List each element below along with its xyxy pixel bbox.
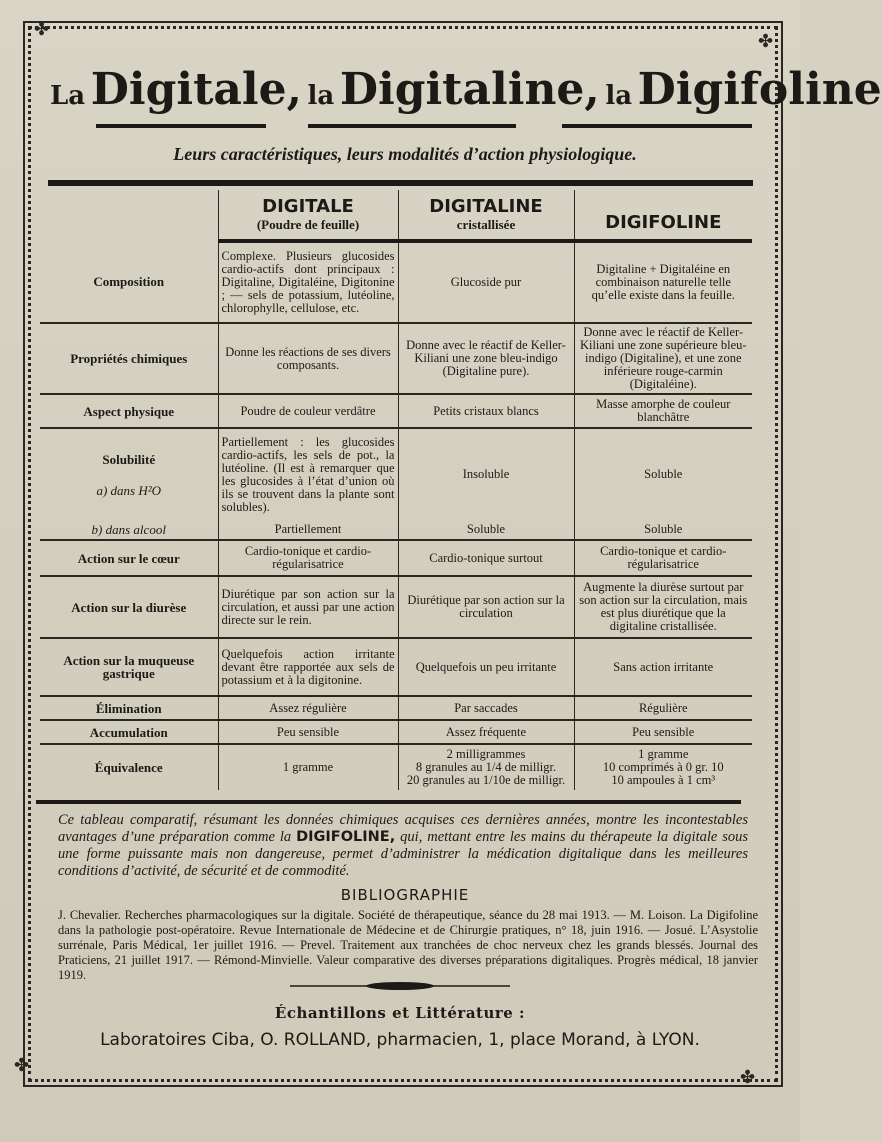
table-row <box>40 576 752 638</box>
page-subtitle: Leurs caractéristiques, leurs modalités d’action physiologique. <box>173 144 637 164</box>
row-label: Action sur le cœur <box>40 540 218 576</box>
table-cell: Quelquefois un peu irritante <box>398 638 574 696</box>
samples-heading: Échantillons et Littérature : <box>274 1004 526 1022</box>
row-label: Composition <box>40 241 218 323</box>
table-cell: Masse amorphe de couleur blanchâtre <box>574 394 752 428</box>
table-cell: Cardio-tonique et cardio-régularisatrice <box>218 540 398 576</box>
table-cell: Par saccades <box>398 696 574 720</box>
table-cell: Soluble <box>574 428 752 520</box>
table-cell: Cardio-tonique et cardio-régularisatrice <box>574 540 752 576</box>
comparison-table <box>40 190 752 790</box>
page-title <box>50 64 882 115</box>
table-cell: Diurétique par son action sur la circulation <box>398 576 574 638</box>
table-header-row <box>40 190 752 241</box>
table-cell: 1 gramme <box>218 744 398 790</box>
table-row <box>40 744 752 790</box>
header-blank <box>40 190 218 241</box>
table-cell: Sans action irritante <box>574 638 752 696</box>
row-label: Action sur la diurèse <box>40 576 218 638</box>
title-digitale: Digitale, <box>90 64 302 115</box>
row-label: Élimination <box>40 696 218 720</box>
table-cell: Soluble <box>574 520 752 540</box>
table-row <box>40 638 752 696</box>
solubility-label: Solubilité <box>102 451 156 467</box>
table-cell: Donne avec le réactif de Keller-Kiliani une zone bleu-indigo (Digitaline pure). <box>398 323 574 394</box>
corner-ornament-icon: ✤ <box>758 31 774 51</box>
table-cell: Cardio-tonique surtout <box>398 540 574 576</box>
table-row <box>40 520 752 540</box>
title-article: La <box>50 81 86 111</box>
water-label: a) dans H²O <box>96 482 162 498</box>
row-label: Équivalence <box>94 760 163 775</box>
table-row <box>40 241 752 323</box>
ornament-divider-icon <box>280 980 520 996</box>
title-article: la <box>307 81 335 111</box>
table-cell: 2 milligrammes 8 granules au 1/4 de milligr. 20 granules au 1/10e de milligr. <box>398 744 574 790</box>
divider <box>48 180 753 186</box>
table-cell: Partiellement : les glucosides cardio-actifs, les sels de pot., la lutéoline. (Il est à remarquer que les glucosides à l’état d’union où ils se trouvent dans la plante sont solubles). <box>218 428 398 520</box>
title-digifoline: Digifoline <box>637 64 882 115</box>
title-underline <box>562 124 752 128</box>
table-cell: Partiellement <box>218 520 398 540</box>
product-name: DIGIFOLINE, <box>296 829 396 845</box>
table-cell: 1 gramme 10 comprimés à 0 gr. 10 10 ampoules à 1 cm³ <box>574 744 752 790</box>
table-cell: Digitaline + Digitaléine en combinaison naturelle telle qu’elle existe dans la feuille. <box>574 241 752 323</box>
table-cell: Soluble <box>398 520 574 540</box>
row-label: Action sur la muqueuse gastrique <box>40 638 218 696</box>
table-cell: Diurétique par son action sur la circulation, et aussi par une action directe sur le rein. <box>218 576 398 638</box>
title-article: la <box>605 81 633 111</box>
corner-ornament-icon: ✤ <box>34 19 50 39</box>
table-row <box>40 394 752 428</box>
bibliography-heading: BIBLIOGRAPHIE <box>340 886 470 904</box>
table-cell: Glucoside pur <box>398 241 574 323</box>
table-row <box>40 720 752 744</box>
table-row <box>40 323 752 394</box>
row-label: Accumulation <box>40 720 218 744</box>
corner-ornament-icon: ✤ <box>14 1055 30 1075</box>
corner-ornament-icon: ✤ <box>740 1067 756 1087</box>
bibliography-text: J. Chevalier. Recherches pharmacologiques sur la digitale. Société de thérapeutique, séance du 28 mai 1913. — M. Loison. La Digifoline dans la pathologie post-opératoire. Revue Internationale de Médecine et de Chirurgie pratiques, n° 18, juin 1916. — Josué. L’Asystolie surrénale, Paris Médical, 1er juillet 1916. — Prevel. Traitement aux tranchées de choc nerveux chez les grands blessés. Journal des Praticiens, 21 juillet 1917. — Rémond-Minvielle. Valeur comparative des diverses préparations digitaliques. Progrès médical, 18 janvier 1919. <box>58 908 758 982</box>
title-underline <box>96 124 266 128</box>
table-row <box>40 696 752 720</box>
table-cell: Donne avec le réactif de Keller-Kiliani une zone supérieure bleu-indigo (Digitaline), et une zone inférieure rouge-carmin (Digitaléine). <box>574 323 752 394</box>
laboratory-address: Laboratoires Ciba, O. ROLLAND, pharmacien, 1, place Morand, à LYON. <box>100 1030 700 1050</box>
table-cell: Poudre de couleur verdâtre <box>218 394 398 428</box>
row-label: Propriétés chimiques <box>40 323 218 394</box>
title-digitaline: Digitaline, <box>339 64 600 115</box>
table-cell: Donne les réactions de ses divers composants. <box>218 323 398 394</box>
divider <box>36 800 741 804</box>
row-label <box>40 428 218 520</box>
table-cell: Assez régulière <box>218 696 398 720</box>
table-cell: Peu sensible <box>218 720 398 744</box>
header-digitale: DIGITALE (Poudre de feuille) <box>218 190 398 241</box>
header-digitaline: DIGITALINE cristallisée <box>398 190 574 241</box>
table-row <box>40 428 752 520</box>
table-cell: Assez fréquente <box>398 720 574 744</box>
header-digifoline: DIGIFOLINE <box>574 190 752 241</box>
table-cell: Petits cristaux blancs <box>398 394 574 428</box>
row-label: Aspect physique <box>40 394 218 428</box>
title-underline <box>308 124 516 128</box>
alcohol-label: b) dans alcool <box>40 520 218 540</box>
table-cell: Complexe. Plusieurs glucosides cardio-actifs dont principaux : Digitaline, Digitaléine, Digitonine ; — sels de potassium, lutéoline, chlorophylle, cellulose, etc. <box>218 241 398 323</box>
summary-paragraph: Ce tableau comparatif, résumant les données chimiques acquises ces dernières années, montre les incontestables avantages d’une préparation comme la DIGIFOLINE, qui, mettant entre les mains du thérapeute la digitale sous une forme puissante mais non dangereuse, permet d’administrer la médication digitalique dans les meilleures conditions d’activité, de sécurité et de commodité. <box>58 812 749 879</box>
table-cell: Régulière <box>574 696 752 720</box>
table-cell: Quelquefois action irritante devant être rapportée aux sels de potassium et à la digitonine. <box>218 638 398 696</box>
table-cell: Augmente la diurèse surtout par son action sur la circulation, mais est plus diurétique que la digitaline cristallisée. <box>574 576 752 638</box>
table-row <box>40 540 752 576</box>
table-cell: Peu sensible <box>574 720 752 744</box>
table-cell: Insoluble <box>398 428 574 520</box>
